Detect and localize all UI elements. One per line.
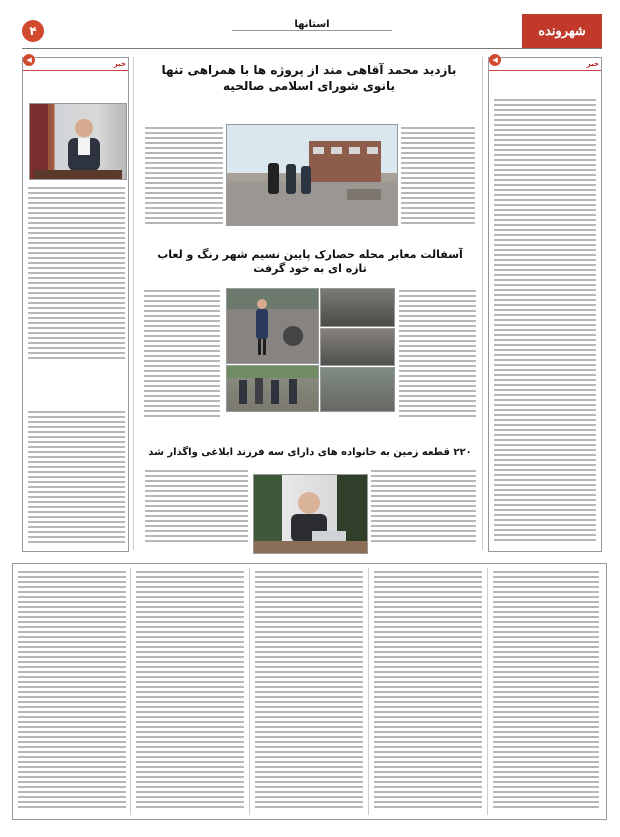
story-3-column-right	[371, 467, 476, 545]
story-3-title: ۲۲۰ قطعه زمین به خانواده های دارای سه فرزند ابلاغی واگذار شد	[148, 447, 472, 458]
story-1-photo	[226, 124, 398, 226]
bottom-column-4	[374, 568, 482, 810]
story-2-column-left	[144, 287, 220, 418]
right-sidebar-header	[489, 58, 601, 71]
left-sidebar-label: خبر	[113, 60, 126, 68]
story-1-photo-svg	[227, 125, 397, 225]
story-2-column-right	[399, 287, 476, 418]
official-photo	[29, 103, 127, 180]
story-2-photo-bottom-left-svg	[227, 366, 318, 411]
story-3-column-left	[145, 467, 248, 545]
bottom-column-1	[18, 568, 126, 810]
bottom-column-divider-2	[249, 568, 250, 815]
story-3-photo	[253, 474, 368, 554]
story-2-photo-mid-right	[320, 328, 395, 366]
right-sidebar-icon: ◀	[489, 54, 501, 66]
bottom-column-divider-4	[487, 568, 488, 815]
brand-logo: شهرونده	[522, 14, 602, 48]
masthead	[22, 14, 602, 49]
right-sidebar-body	[494, 96, 596, 542]
right-sidebar-label: خبر	[586, 60, 599, 68]
bottom-column-3	[255, 568, 363, 810]
story-1-column-right	[401, 124, 475, 224]
left-sidebar-header	[23, 58, 128, 71]
bottom-column-2	[136, 568, 244, 810]
right-sidebar	[488, 57, 602, 552]
story-1-title: بازدید محمد آقاهی مند از پروژه ها با همراهی تنها بانوی شورای اسلامی صالحیه	[161, 63, 457, 93]
story-2-title: آسفالت معابر محله حصارک پایین نسیم شهر رنگ و لعاب تازه ای به خود گرفت	[157, 248, 463, 275]
bottom-column-divider-1	[130, 568, 131, 815]
story-1-column-left	[145, 124, 223, 224]
left-sidebar-body-1	[28, 184, 125, 362]
column-divider-right	[482, 57, 483, 550]
page-number-badge: ۴	[22, 20, 44, 42]
left-sidebar-body-2	[28, 408, 125, 546]
story-2-photo-bottom-left	[226, 365, 319, 412]
bottom-column-5	[493, 568, 599, 810]
left-sidebar-icon: ◀	[23, 54, 35, 66]
section-title: استانها	[232, 19, 392, 31]
story-2-photo-main	[226, 288, 319, 364]
column-divider-left	[133, 57, 134, 550]
story-3-photo-svg	[254, 475, 367, 553]
story-2-photo-main-svg	[227, 289, 318, 363]
bottom-column-divider-3	[368, 568, 369, 815]
left-sidebar	[22, 57, 129, 552]
story-2-photo-top-right	[320, 288, 395, 327]
official-photo-svg	[30, 104, 126, 179]
story-2-photo-bottom-right	[320, 367, 395, 412]
